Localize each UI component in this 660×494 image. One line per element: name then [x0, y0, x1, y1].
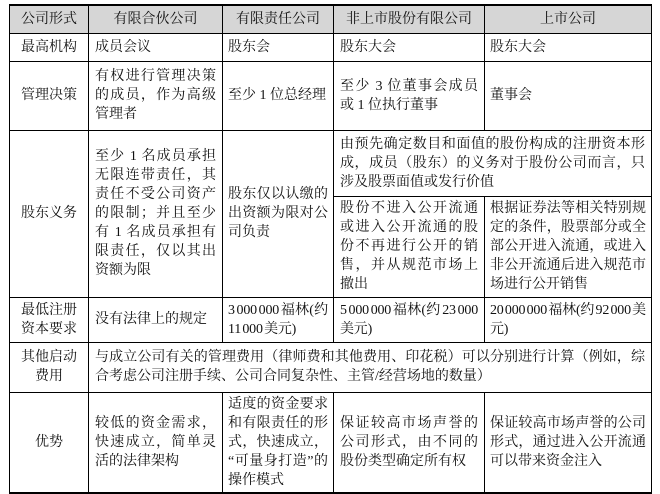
row-label: 优势	[10, 392, 89, 493]
cell-unlisted-joint-stock: 股东大会	[334, 33, 485, 61]
cell-limited-liability: 3 000 000 福林(约 11 000 美元)	[223, 297, 334, 342]
header-listed-company: 上市公司	[485, 5, 652, 33]
row-minimum-capital	[10, 297, 652, 342]
cell-limited-partnership: 成员会议	[89, 33, 223, 61]
cell-unlisted-joint-stock: 5 000 000 福林(约 23 000 美元)	[334, 297, 485, 342]
row-advantages	[10, 392, 652, 493]
cell-unlisted-joint-stock: 股份不进入公开流通或进入公开流通的股份不再进行公开的销售，并从规范市场上撤出	[334, 196, 485, 297]
cell-listed-company: 保证较高市场声誉的公司形式，通过进入公开流通可以带来资金注入	[485, 392, 652, 493]
cell-limited-liability: 股东会	[223, 33, 334, 61]
cell-unlisted-joint-stock: 至少 3 位董事会成员或 1 位执行董事	[334, 61, 485, 130]
cell-limited-partnership: 没有法律上的规定	[89, 297, 223, 342]
header-unlisted-joint-stock: 非上市股份有限公司	[334, 5, 485, 33]
cell-listed-company: 20 000 000 福林(约 92 000 美元)	[485, 297, 652, 342]
cell-unlisted-joint-stock: 保证较高市场声誉的公司形式，由不同的股份类型确定所有权	[334, 392, 485, 493]
cell-all-forms: 与成立公司有关的管理费用（律师费和其他费用、印花税）可以分别进行计算（例如，综合考虑公司注册手续、公司合同复杂性、主管/经营场地的数量）	[89, 342, 652, 392]
cell-limited-partnership: 至少 1 名成员承担无限连带责任，其责任不受公司资产的限制；并且至少有 1 名成员承担有限责任，仅以其出资额为限	[89, 130, 223, 297]
row-other-startup-costs	[10, 342, 652, 392]
row-supreme-body	[10, 33, 652, 61]
cell-limited-liability: 至少 1 位总经理	[223, 61, 334, 130]
header-company-form: 公司形式	[10, 5, 89, 33]
row-shareholder-obligations	[10, 130, 652, 196]
cell-joint-stock-common: 由预先确定数目和面值的股份构成的注册资本形成，成员（股东）的义务对于股份公司而言，只涉及股票面值或发行价值	[334, 130, 652, 196]
header-limited-liability: 有限责任公司	[223, 5, 334, 33]
row-label: 管理决策	[10, 61, 89, 130]
cell-listed-company: 股东大会	[485, 33, 652, 61]
cell-limited-partnership: 有权进行管理决策的成员，作为高级管理者	[89, 61, 223, 130]
company-forms-comparison-table	[9, 4, 652, 494]
row-label: 其他启动费用	[10, 342, 89, 392]
header-limited-partnership: 有限合伙公司	[89, 5, 223, 33]
row-label: 最低注册资本要求	[10, 297, 89, 342]
header-row	[10, 5, 652, 33]
row-label: 股东义务	[10, 130, 89, 297]
cell-listed-company: 董事会	[485, 61, 652, 130]
row-management-decision	[10, 61, 652, 130]
cell-limited-liability: 股东仅以认缴的出资额为限对公司负责	[223, 130, 334, 297]
cell-listed-company: 根据证券法等相关特别规定的条件，股票部分或全部公开进入流通，或进入非公开流通后进入规范市场进行公开销售	[485, 196, 652, 297]
row-label: 最高机构	[10, 33, 89, 61]
cell-limited-liability: 适度的资金要求和有限责任的形式，快速成立，“可量身打造”的操作模式	[223, 392, 334, 493]
cell-limited-partnership: 较低的资金需求，快速成立，简单灵活的法律架构	[89, 392, 223, 493]
